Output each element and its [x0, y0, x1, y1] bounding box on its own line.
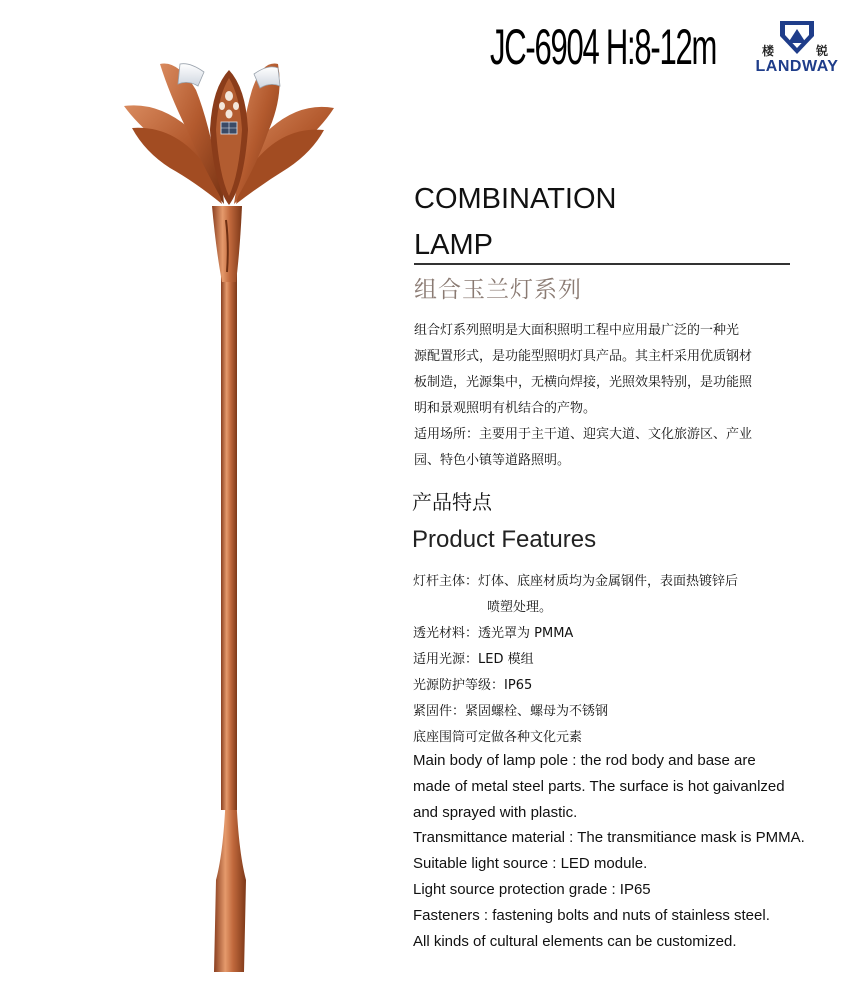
- feature-cn-item: [413, 569, 833, 595]
- title-en-line1: COMBINATION: [414, 183, 617, 215]
- feature-en-line: Suitable light source : LED module.: [413, 855, 648, 873]
- pole-base: [214, 790, 246, 972]
- title-en: [414, 176, 616, 268]
- model-title: JC-6904 H:8-12m: [490, 19, 717, 75]
- feature-cn-value: 灯体、底座材质均为金属钢件，表面热镀锌后: [478, 574, 739, 589]
- triangle-shield-logo-icon: [777, 18, 817, 56]
- description-line: 明和景观照明有机结合的产物。: [414, 401, 597, 416]
- description-line: 组合灯系列照明是大面积照明工程中应用最广泛的一种光: [414, 323, 740, 338]
- features-cn-list: [413, 569, 833, 751]
- feature-en-line: Light source protection grade : IP65: [413, 880, 651, 898]
- description-line: 源配置形式，是功能型照明灯具产品。其主杆采用优质钢材: [414, 349, 753, 364]
- feature-cn-value: 喷塑处理。: [487, 600, 553, 615]
- feature-cn-label: 灯杆主体：: [413, 574, 479, 589]
- feature-cn-label: 透光材料：: [413, 626, 479, 641]
- feature-en-line: and sprayed with plastic.: [413, 803, 578, 821]
- feature-cn-item: [413, 595, 833, 621]
- feature-cn-label: 适用光源：: [413, 652, 479, 667]
- feature-cn-value: LED 模组: [478, 652, 534, 667]
- feature-en-line: Transmittance material : The transmitiance mask is PMMA.: [413, 829, 805, 847]
- brand-cn-right: 锐: [816, 44, 829, 58]
- features-heading-en: Product Features: [412, 526, 597, 553]
- feature-cn-value: 透光罩为 PMMA: [478, 626, 574, 641]
- title-cn: 组合玉兰灯系列: [414, 277, 582, 303]
- title-en-line2: LAMP: [414, 229, 493, 261]
- brand-name: LANDWAY: [755, 58, 839, 75]
- main-pole: [221, 270, 237, 810]
- title-divider: [414, 263, 790, 265]
- lamp-cover-left: [178, 64, 204, 86]
- feature-cn-item: [413, 673, 833, 699]
- description: [414, 318, 804, 474]
- brand-cn-left: 楼: [762, 44, 775, 58]
- feature-cn-item: [413, 621, 833, 647]
- features-en-list: [413, 748, 853, 954]
- feature-cn-label: 光源防护等级：: [413, 678, 505, 693]
- feature-cn-label: 紧固件：: [413, 704, 466, 719]
- description-line: 适用场所：主要用于主干道、迎宾大道、文化旅游区、产业: [414, 427, 753, 442]
- feature-cn-value: IP65: [504, 678, 533, 693]
- lamp-product-image: [0, 0, 400, 1000]
- brand-logo: [752, 18, 842, 78]
- features-heading-cn: 产品特点: [412, 490, 492, 514]
- feature-en-line: Fasteners : fastening bolts and nuts of stainless steel.: [413, 906, 770, 924]
- description-line: 园、特色小镇等道路照明。: [414, 453, 571, 468]
- feature-cn-item: [413, 647, 833, 673]
- description-line: 板制造，光源集中，无横向焊接，光照效果特别，是功能照: [414, 375, 753, 390]
- feature-en-line: made of metal steel parts. The surface is hot gaivanlzed: [413, 777, 785, 795]
- feature-cn-value: 底座围筒可定做各种文化元素: [413, 730, 583, 745]
- feature-cn-item: [413, 699, 833, 725]
- feature-cn-value: 紧固螺栓、螺母为不锈钢: [465, 704, 609, 719]
- feature-en-line: Main body of lamp pole : the rod body and base are: [413, 752, 756, 769]
- feature-en-line: All kinds of cultural elements can be customized.: [413, 932, 737, 950]
